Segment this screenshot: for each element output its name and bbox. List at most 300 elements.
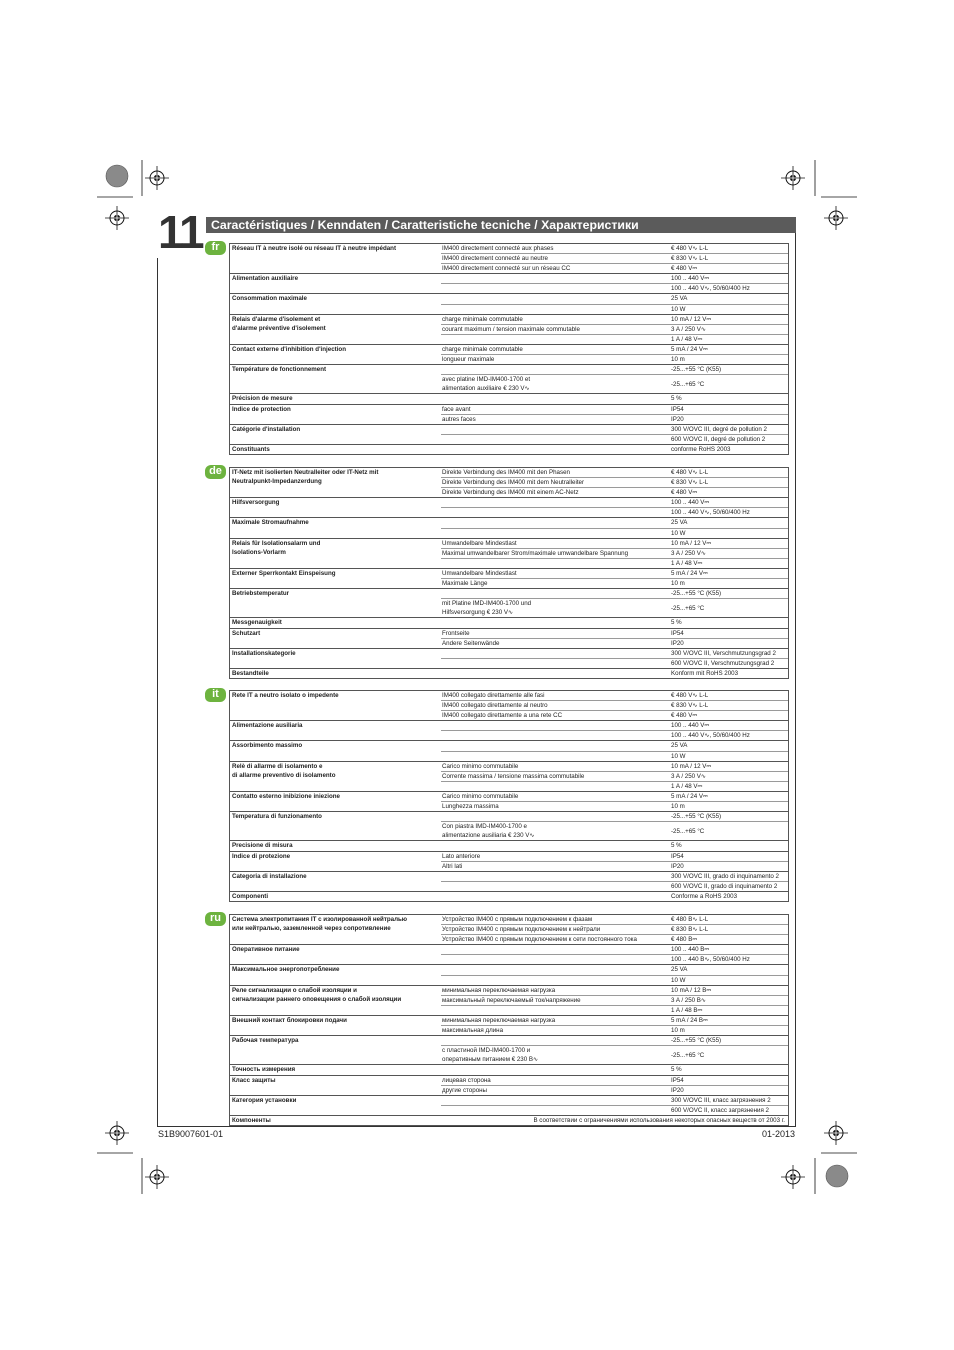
spec-label-line: Neutralpunkt-Impedanzerdung: [232, 478, 322, 486]
spec-rows: [441, 618, 788, 627]
spec-label-line: Betriebstemperatur: [232, 590, 290, 598]
spec-value: 100 .. 440 V⎓: [671, 275, 710, 283]
spec-group: [230, 1096, 788, 1116]
spec-condition-line: Andere Seitenwände: [442, 639, 500, 647]
registration-mark: [824, 206, 848, 230]
spec-condition-line: charge minimale commutable: [442, 315, 523, 323]
spec-value: 10 m: [671, 356, 685, 364]
spec-label-line: d'alarme préventive d'isolement: [232, 324, 326, 332]
spec-row: [441, 375, 788, 393]
spec-condition-line: Direkte Verbindung des IM400 mit dem Neutralleiter: [442, 479, 585, 487]
spec-condition-line: Lato anteriore: [442, 852, 481, 860]
spec-table: [229, 914, 789, 1126]
spec-group-label: [230, 741, 441, 760]
spec-label-line: di allarme preventivo di isolamento: [232, 771, 336, 779]
spec-value: 5 %: [671, 619, 682, 627]
spec-condition: [441, 1096, 670, 1105]
spec-value: 10 m: [671, 1027, 685, 1035]
document-reference: S1B9007601-01: [158, 1129, 224, 1139]
spec-condition: [441, 965, 670, 974]
spec-value: -25...+55 °C (K55): [671, 366, 722, 374]
spec-rows: [441, 741, 788, 760]
spec-row: [441, 365, 788, 375]
spec-condition-line: [442, 976, 670, 985]
spec-label-line: Rete IT a neutro isolato o impedente: [232, 692, 339, 699]
spec-condition: [441, 955, 670, 964]
spec-group-label: [230, 762, 441, 791]
spec-group-label: [230, 294, 441, 313]
spec-condition: [441, 892, 670, 901]
spec-value: 1 A / 48 V⎓: [671, 335, 703, 343]
spec-rows: [441, 629, 788, 648]
spec-condition: [441, 1065, 670, 1074]
spec-row: [441, 852, 788, 862]
spec-group-label: [230, 274, 441, 293]
spec-group: [230, 365, 788, 394]
spec-group: [230, 812, 788, 841]
spec-value: 5 %: [671, 842, 682, 850]
spec-label-line: Contatto esterno inibizione iniezione: [232, 792, 340, 800]
spec-row: [441, 325, 788, 335]
spec-rows: [441, 852, 788, 871]
spec-group-label: [230, 1036, 441, 1064]
spec-value: 3 A / 250 В∿: [671, 996, 707, 1004]
spec-label-line: Категория установки: [232, 1096, 297, 1104]
spec-label-line: Contact externe d'inhibition d'injection: [232, 345, 346, 353]
registration-mark: [824, 1121, 848, 1145]
spec-condition-line: courant maximum / tension maximale commutable: [442, 325, 580, 333]
spec-group-label: [230, 986, 441, 1015]
spec-condition-line: [442, 435, 670, 444]
spec-group-label: [230, 1016, 441, 1035]
spec-value: 3 A / 250 V∿: [671, 772, 707, 780]
spec-value: В соответствии с ограничениями использования некоторых опасных веществ от 2003 г.: [533, 1116, 785, 1124]
spec-row: [441, 741, 788, 751]
spec-group-label: [230, 365, 441, 393]
spec-rows: [441, 394, 788, 403]
spec-rows: [441, 792, 788, 811]
spec-label-line: Relè di allarme di isolamento e: [232, 762, 323, 770]
spec-rows: [441, 915, 788, 944]
spec-value: 10 W: [671, 752, 686, 760]
spec-condition-line: IM400 collegato direttamente al neutro: [442, 702, 548, 710]
spec-group: [230, 721, 788, 741]
spec-value: 600 V/OVC II, Verschmutzungsgrad 2: [671, 659, 775, 667]
spec-row: [441, 425, 788, 435]
spec-row: [441, 872, 788, 882]
spec-label-line: Schutzart: [232, 629, 261, 637]
spec-row: [441, 569, 788, 579]
spec-value: 300 V/OVC III, класс загрязнения 2: [671, 1096, 771, 1104]
spec-label-line: Система электропитания IT с изолированной нейтралью: [232, 916, 408, 923]
spec-label-line: Alimentation auxiliaire: [232, 275, 299, 283]
spec-label-line: Indice di protezione: [232, 852, 291, 860]
spec-condition-line: [442, 508, 670, 517]
spec-table: [229, 467, 789, 679]
spec-condition-line: минимальная переключаемая нагрузка: [442, 986, 556, 994]
spec-row: [441, 1046, 788, 1064]
spec-value: 100 .. 440 V∿, 50/60/400 Hz: [671, 732, 750, 740]
spec-value: 3 A / 250 V∿: [671, 325, 707, 333]
spec-rows: [441, 669, 788, 678]
spec-condition: [441, 478, 670, 487]
spec-condition-line: [442, 1006, 670, 1015]
spec-condition: [441, 945, 670, 954]
spec-value: IP20: [671, 415, 684, 423]
spec-value: 25 VA: [671, 966, 688, 974]
spec-condition: [441, 529, 670, 538]
spec-condition: [441, 731, 670, 740]
spec-condition: [441, 822, 670, 840]
spec-row: [441, 274, 788, 284]
spec-label-line: Componenti: [232, 892, 269, 900]
spec-rows: [441, 945, 788, 964]
spec-group-label: [230, 965, 441, 984]
document-date: 01-2013: [761, 1129, 795, 1139]
spec-value: 100 .. 440 В∿, 50/60/400 Hz: [671, 956, 750, 964]
spec-value: 10 mA / 12 В⎓: [671, 986, 712, 994]
spec-condition-line: [442, 741, 670, 750]
spec-group-label: [230, 852, 441, 871]
spec-label-line: Relais für Isolationsalarm und: [232, 539, 321, 547]
spec-condition: [441, 639, 670, 648]
spec-condition: [441, 792, 670, 801]
spec-condition-line: Umwandelbare Mindestlast: [442, 569, 517, 577]
spec-value: 5 mA / 24 V⎓: [671, 345, 708, 353]
spec-condition-line: Umwandelbare Mindestlast: [442, 539, 517, 547]
spec-condition: [441, 782, 670, 791]
spec-condition: [441, 569, 670, 578]
spec-rows: [441, 1116, 788, 1125]
spec-condition: [441, 802, 670, 811]
spec-condition: [441, 599, 670, 617]
spec-group: [230, 345, 788, 365]
spec-condition-line: Corrente massima / tensione massima commutabile: [442, 772, 585, 780]
spec-condition: [441, 915, 670, 924]
spec-condition: [441, 872, 670, 881]
spec-value: 1 A / 48 В⎓: [671, 1006, 703, 1014]
spec-value: € 830 V∿ L-L: [671, 255, 709, 263]
spec-condition: [441, 669, 670, 678]
spec-value: Conforme a RoHS 2003: [671, 892, 738, 900]
spec-row: [441, 1016, 788, 1026]
spec-condition-line: alimentazione ausiliaria € 230 V∿: [442, 832, 535, 840]
spec-row: [441, 539, 788, 549]
spec-value: IP54: [671, 405, 684, 413]
spec-group-label: [230, 425, 441, 444]
spec-condition-line: лицевая сторона: [442, 1076, 491, 1084]
spec-row: [441, 955, 788, 964]
spec-rows: [441, 569, 788, 588]
spec-value: Konform mit RoHS 2003: [671, 669, 739, 677]
spec-value: 5 %: [671, 1066, 682, 1074]
spec-row: [441, 986, 788, 996]
spec-label-line: Рабочая температура: [232, 1037, 299, 1045]
spec-value: € 480 V⎓: [671, 265, 698, 273]
spec-condition-line: Hilfsversorgung € 230 V∿: [442, 609, 514, 617]
spec-row: [441, 335, 788, 344]
spec-value: 10 m: [671, 580, 685, 588]
spec-condition-line: longueur maximale: [442, 356, 495, 364]
spec-condition: [441, 589, 670, 598]
spec-row: [441, 782, 788, 791]
spec-group: [230, 629, 788, 649]
spec-condition-line: [442, 782, 670, 791]
spec-group-label: [230, 315, 441, 344]
spec-value: -25...+55 °C (K55): [671, 1037, 722, 1045]
spec-condition: [441, 425, 670, 434]
spec-row: [441, 721, 788, 731]
spec-group-label: [230, 1116, 441, 1125]
spec-rows: [441, 589, 788, 617]
registration-mark: [781, 166, 805, 190]
spec-condition-line: [442, 882, 670, 891]
spec-condition-line: Frontseite: [442, 629, 470, 637]
spec-table: [229, 690, 789, 902]
spec-row: [441, 1036, 788, 1046]
spec-value: € 830 В∿ L-L: [671, 926, 709, 934]
spec-value: 10 W: [671, 529, 686, 537]
spec-value: 100 .. 440 В⎓: [671, 946, 710, 954]
spec-group: [230, 892, 788, 902]
spec-label-line: сигнализации раннего оповещения о слабой изоляции: [232, 995, 402, 1003]
spec-group: [230, 244, 788, 274]
spec-group-label: [230, 669, 441, 678]
spec-condition: [441, 375, 670, 393]
spec-condition-line: [442, 1096, 670, 1105]
spec-group-label: [230, 1096, 441, 1115]
spec-rows: [441, 1096, 788, 1115]
spec-condition: [441, 925, 670, 934]
spec-condition-line: IM400 directement connecté aux phases: [442, 245, 554, 252]
spec-condition-line: Maximal umwandelbarer Strom/maximale umwandelbare Spannung: [442, 549, 629, 557]
spec-group: [230, 518, 788, 538]
spec-row: [441, 935, 788, 944]
spec-condition: [441, 762, 670, 771]
spec-condition-line: face avant: [442, 405, 471, 413]
spec-value: -25...+65 °C: [671, 604, 705, 612]
registration-mark: [781, 1165, 805, 1189]
spec-condition: [441, 284, 670, 293]
spec-row: [441, 345, 788, 355]
spec-condition: [441, 294, 670, 303]
section-it: [205, 688, 789, 898]
spec-value: 300 V/OVC III, grado di inquinamento 2: [671, 872, 780, 880]
spec-rows: [441, 892, 788, 901]
spec-condition: [441, 882, 670, 891]
spec-row: [441, 802, 788, 811]
spec-group-label: [230, 812, 441, 840]
spec-condition: [441, 841, 670, 850]
spec-condition-line: avec platine IMD-IM400-1700 et: [442, 376, 531, 384]
spec-condition-line: [442, 589, 670, 598]
spec-group: [230, 762, 788, 792]
spec-value: 5 mA / 24 V⎓: [671, 792, 708, 800]
spec-condition: [441, 1026, 670, 1035]
spec-row: [441, 701, 788, 711]
spec-condition: [441, 721, 670, 730]
spec-condition-line: [442, 1106, 670, 1115]
spec-condition: [441, 488, 670, 497]
spec-label-line: Hilfsversorgung: [232, 499, 280, 507]
spec-group-label: [230, 244, 441, 273]
spec-group: [230, 498, 788, 518]
spec-condition-line: [442, 284, 670, 293]
spec-value: 25 VA: [671, 742, 688, 750]
spec-row: [441, 1106, 788, 1115]
spec-row: [441, 508, 788, 517]
spec-rows: [441, 539, 788, 568]
spec-label-line: Компоненты: [232, 1116, 271, 1124]
spec-condition: [441, 244, 670, 253]
spec-label-line: Constituants: [232, 445, 270, 453]
spec-row: [441, 976, 788, 985]
spec-rows: [441, 315, 788, 344]
spec-group-label: [230, 405, 441, 424]
spec-condition: [441, 935, 670, 944]
spec-value: 25 VA: [671, 519, 688, 527]
spec-value: 100 .. 440 V⎓: [671, 722, 710, 730]
spec-rows: [441, 762, 788, 791]
spec-row: [441, 294, 788, 304]
section-fr: [205, 241, 789, 451]
spec-rows: [441, 518, 788, 537]
spec-condition-line: [442, 529, 670, 538]
spec-group: [230, 741, 788, 761]
spec-group: [230, 1065, 788, 1075]
spec-label-line: Maximale Stromaufnahme: [232, 519, 309, 527]
page-title: Caractéristiques / Kenndaten / Caratteristiche tecniche / Характеристики: [206, 217, 796, 233]
spec-condition-line: [442, 294, 670, 303]
spec-condition-line: [442, 669, 670, 678]
spec-condition-line: минимальная переключаемая нагрузка: [442, 1016, 556, 1024]
spec-condition: [441, 355, 670, 364]
spec-group: [230, 294, 788, 314]
spec-label-line: Precisione di misura: [232, 842, 293, 850]
spec-value: 300 V/OVC III, degré de pollution 2: [671, 425, 767, 433]
spec-condition-line: Устройство IM400 с прямым подключением к фазам: [442, 916, 593, 923]
spec-condition-line: [442, 752, 670, 761]
spec-rows: [441, 986, 788, 1015]
spec-group: [230, 589, 788, 618]
language-badge: it: [205, 688, 226, 702]
spec-condition: [441, 345, 670, 354]
spec-condition: [441, 405, 670, 414]
spec-label-line: Indice de protection: [232, 405, 291, 413]
spec-condition: [441, 691, 670, 700]
spec-group-label: [230, 649, 441, 668]
spec-value: -25...+65 °C: [671, 380, 705, 388]
spec-group: [230, 405, 788, 425]
spec-condition-line: alimentation auxiliaire € 230 V∿: [442, 385, 530, 393]
spec-condition-line: IM400 collegato direttamente alle fasi: [442, 692, 545, 699]
spec-row: [441, 1026, 788, 1035]
spec-condition: [441, 986, 670, 995]
spec-group-label: [230, 872, 441, 891]
spec-row: [441, 529, 788, 538]
spec-condition-line: Maximale Länge: [442, 580, 488, 588]
spec-row: [441, 659, 788, 668]
spec-group-label: [230, 345, 441, 364]
spec-condition: [441, 549, 670, 558]
spec-condition: [441, 629, 670, 638]
spec-row: [441, 589, 788, 599]
spec-row: [441, 488, 788, 497]
spec-rows: [441, 365, 788, 393]
spec-condition-line: [442, 518, 670, 527]
spec-condition: [441, 579, 670, 588]
spec-group: [230, 669, 788, 679]
spec-value: 10 W: [671, 976, 686, 984]
chapter-number: 11: [158, 206, 203, 258]
spec-condition: [441, 862, 670, 871]
spec-label-line: Максимальное энергопотребление: [232, 966, 340, 974]
spec-value: 25 VA: [671, 295, 688, 303]
spec-label-line: Assorbimento massimo: [232, 742, 303, 750]
spec-group-label: [230, 1065, 441, 1074]
spec-row: [441, 415, 788, 424]
spec-rows: [441, 1076, 788, 1095]
spec-condition: [441, 1086, 670, 1095]
spec-label-line: Installationskategorie: [232, 649, 296, 657]
spec-group: [230, 872, 788, 892]
spec-row: [441, 618, 788, 627]
spec-group-label: [230, 721, 441, 740]
spec-value: € 480 V∿ L-L: [671, 245, 709, 252]
spec-condition: [441, 618, 670, 627]
spec-rows: [441, 274, 788, 293]
spec-condition-line: [442, 841, 670, 850]
spec-value: € 480 V⎓: [671, 712, 698, 720]
spec-group: [230, 945, 788, 965]
spec-label-line: или нейтралью, заземленной через сопротивление: [232, 925, 391, 933]
spec-row: [441, 711, 788, 720]
spec-row: [441, 305, 788, 314]
spec-group: [230, 394, 788, 404]
spec-condition-line: с пластиной IMD-IM400-1700 и: [442, 1047, 531, 1055]
spec-condition: [441, 559, 670, 568]
spec-group-label: [230, 691, 441, 720]
spec-condition: [441, 752, 670, 761]
spec-condition: [441, 852, 670, 861]
spec-row: [441, 1065, 788, 1074]
spec-label-line: Внешний контакт блокировки подачи: [232, 1016, 347, 1024]
spec-condition-line: Con piastra IMD-IM400-1700 e: [442, 823, 527, 831]
spec-row: [441, 435, 788, 444]
spec-value: 1 A / 48 V⎓: [671, 559, 703, 567]
spec-condition-line: Устройство IM400 с прямым подключением к нейтрали: [442, 926, 601, 934]
language-badge: ru: [205, 912, 226, 926]
spec-label-line: Оперативное питание: [232, 946, 300, 954]
spec-condition: [441, 394, 670, 403]
spec-condition-line: [442, 872, 670, 881]
spec-condition: [441, 812, 670, 821]
registration-mark: [145, 1165, 169, 1189]
spec-value: IP54: [671, 629, 684, 637]
spec-rows: [441, 498, 788, 517]
spec-value: 10 mA / 12 V⎓: [671, 315, 712, 323]
spec-group-label: [230, 539, 441, 568]
spec-row: [441, 1006, 788, 1015]
spec-condition-line: Altri lati: [442, 862, 463, 870]
spec-rows: [441, 1065, 788, 1074]
section-de: [205, 465, 789, 675]
spec-condition-line: [442, 965, 670, 974]
spec-label-line: Réseau IT à neutre isolé ou réseau IT à neutre impédant: [232, 245, 397, 252]
spec-condition-line: [442, 559, 670, 568]
spec-condition-line: [442, 945, 670, 954]
spec-condition-line: autres faces: [442, 415, 476, 423]
